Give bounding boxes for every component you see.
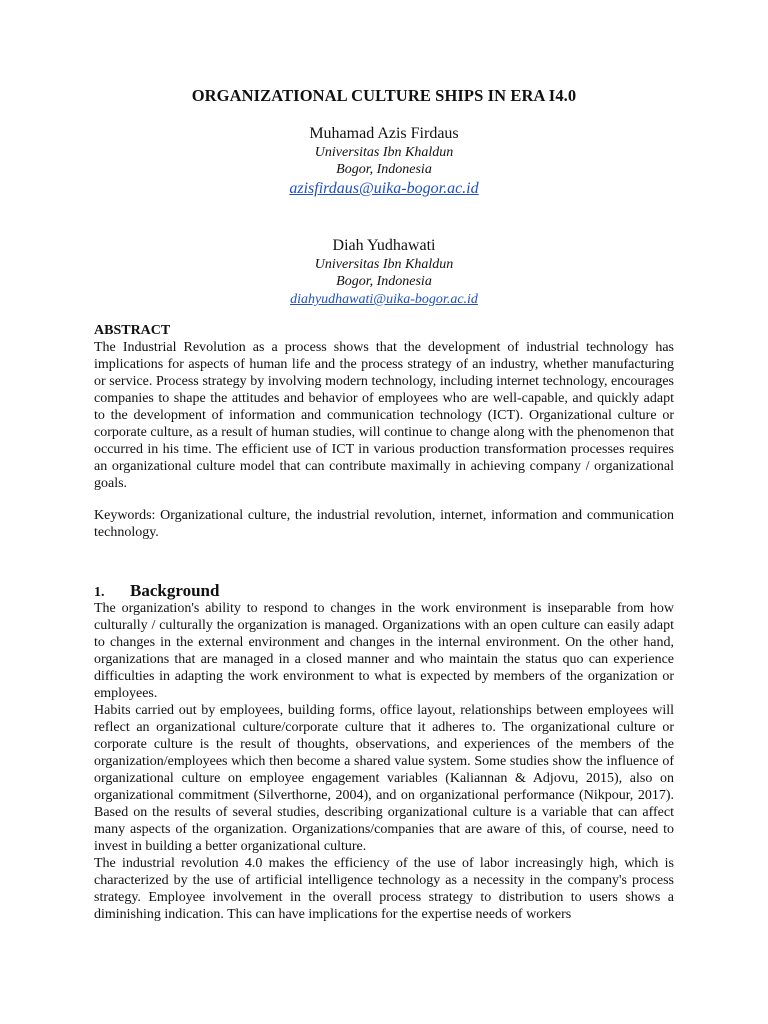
abstract-heading: ABSTRACT — [94, 323, 171, 338]
body-paragraph: Habits carried out by employees, building forms, office layout, relationships between employees will reflect an organizational culture/corporate culture that it adheres to. The organizational culture or corporate culture is the result of thoughts, observations, and experiences of the members of the organization/employees which then become a shared value system. Some studies show the influence of organizational culture on employee engagement variables (Kaliannan & Adjovu, 2015), also on organizational commitment (Silverthorne, 2004), and on organizational performance (Nikpour, 2017). Based on the results of several studies, describing organizational culture is a variable that can affect many aspects of the organization. Organizations/companies that are aware of this, of course, need to invest in building a better organizational culture. — [94, 703, 674, 854]
author-name: Diah Yudhawati — [332, 237, 436, 254]
abstract-text: The Industrial Revolution as a process shows that the development of industrial technology has implications for aspects of human life and the process strategy of an industry, whether manufacturing or service. Process strategy by involving modern technology, including internet technology, encourages companies to shape the attitudes and behavior of employees who are well-capable, and quickly adapt to the development of information and communication technology (ICT). Organizational culture or corporate culture, as a result of human studies, will continue to change along with the phenomenon that occurred in his time. The efficient use of ICT in various production transformation processes requires an organizational culture model that can contribute maximally in achieving company / organizational goals. — [94, 340, 674, 491]
author-affiliation: Universitas Ibn Khaldun — [314, 145, 454, 160]
author-block-1 — [0, 124, 768, 199]
paper-title: ORGANIZATIONAL CULTURE SHIPS IN ERA I4.0 — [191, 86, 577, 105]
keywords-text: Keywords: Organizational culture, the industrial revolution, internet, information and communication technology. — [94, 508, 674, 540]
background-section-body — [94, 600, 674, 923]
author-name: Muhamad Azis Firdaus — [309, 125, 459, 142]
section-heading-background — [94, 576, 219, 603]
section-number: 1. — [94, 585, 105, 600]
author-email-link[interactable]: azisfirdaus@uika-bogor.ac.id — [289, 180, 479, 197]
author-location: Bogor, Indonesia — [336, 274, 432, 289]
author-email-link[interactable]: diahyudhawati@uika-bogor.ac.id — [290, 292, 478, 307]
author-block-2 — [0, 236, 768, 308]
section-title: Background — [130, 581, 220, 600]
body-paragraph: The industrial revolution 4.0 makes the efficiency of the use of labor increasingly high, which is characterized by the use of artificial intelligence technology as a necessity in the company's process strategy. Employee involvement in the overall process strategy to distribution to users shows a diminishing indication. This can have implications for the expertise needs of workers — [94, 856, 674, 922]
author-location: Bogor, Indonesia — [336, 162, 432, 177]
body-paragraph: The organization's ability to respond to changes in the work environment is inseparable from how culturally / culturally the organization is managed. Organizations with an open culture can easily adapt to changes in the external environment and changes in the internal environment. On the other hand, organizations that are managed in a closed manner and who maintain the status quo can experience difficulties in adapting the work environment to what is expected by members of the organization or employees. — [94, 601, 674, 701]
author-affiliation: Universitas Ibn Khaldun — [314, 257, 454, 272]
